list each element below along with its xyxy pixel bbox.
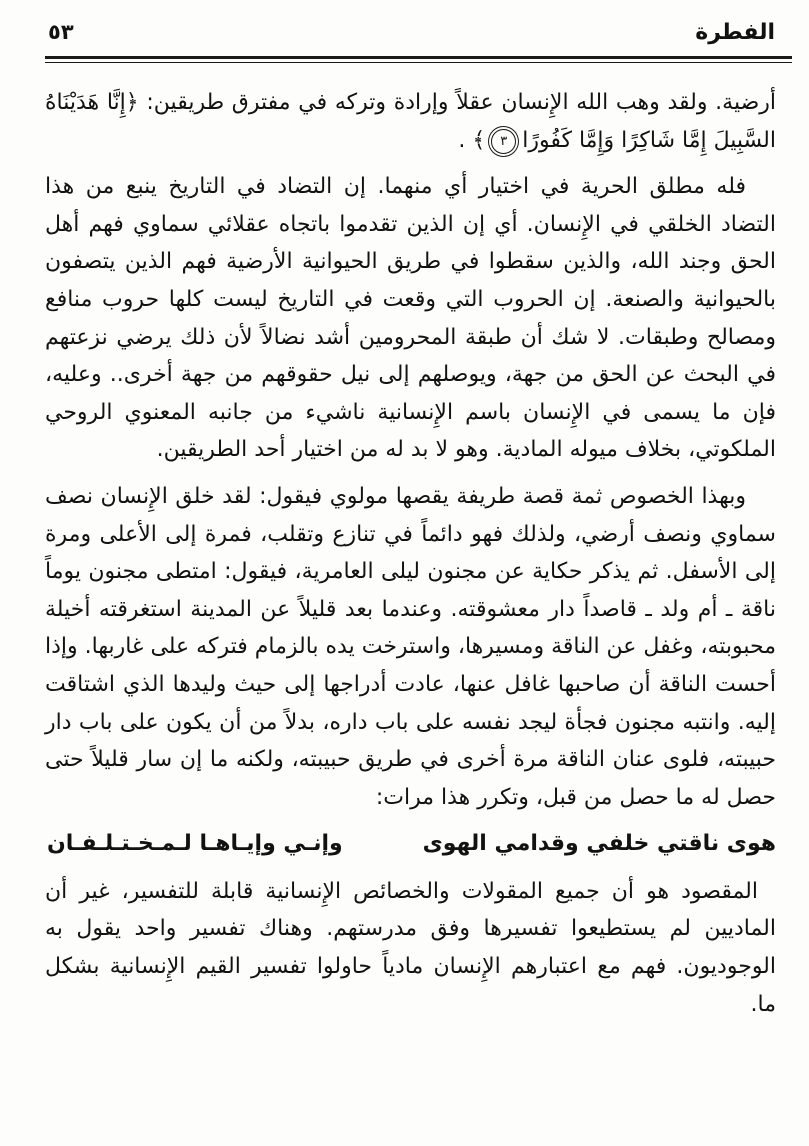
poetry-hemistich-second: وإنـي وإيـاهـا لـمـخـتـلـفـان [47,831,343,857]
poetry-verse-line [45,825,776,863]
header-divider-rule [45,56,792,63]
chapter-title: الفطرة [695,20,775,45]
paragraph-story: وبهذا الخصوص ثمة قصة طريفة يقصها مولوي فيقول: لقد خلق الإِنسان نصف سماوي ونصف أرضي، ولذلك فهو دائماً في تنازع وتقلب، فمرة إلى الأعلى ومرة إلى الأسفل. ثم يذكر حكاية عن مجنون ليلى العامرية، فيقول: امتطى مجنون يوماً ناقة ـ أم ولد ـ قاصداً دار معشوقته. وعندما بعد قليلاً عن المدينة استغرقته أخيلة محبوبته، وغفل عن الناقة ومسيرها، واسترخت يده بالزمام فتركه على غاربها. وإذا أحست الناقة أن صاحبها غافل عنها، عادت أدراجها إلى حيث وليدها الذي اشتاقت إليه. وانتبه مجنون فجأة ليجد نفسه على باب داره، بدلاً من أن يكون على باب دار حبيبته، فلوى عنان الناقة مرة أخرى في طريق حبيبته، ولكنه ما إن سار قليلاً حتى حصل له ما حصل من قبل، وتكرر هذا مرات: [45,483,776,810]
intro-lead-text: أرضية. ولقد وهب الله الإِنسان عقلاً وإرادة وتركه في مفترق طريقين: [138,90,776,115]
paragraph-freedom: فله مطلق الحرية في اختيار أي منهما. إن التضاد في التاريخ ينبع من هذا التضاد الخلقي في الإِنسان. أي إن الذين تقدموا باتجاه عقلائي سماوي فهم أهل الحق وجند الله، والذين سقطوا في طريق الحيوانية الأرضية فهم الذين يتصفون بالحيوانية والصنعة. إن الحروب التي وقعت في التاريخ ليست كلها حروب منافع ومصالح وطبقات. لا شك أن طبقة المحرومين أشد نضالاً لأن ذلك يرضي نزعتهم في البحث عن الحق من جهة، ويوصلهم إلى نيل حقوقهم من جهة أخرى.. وعليه، فإن ما يسمى في الإِنسان باسم الإِنسانية ناشيء من جانبه المعنوي الروحي الملكوتي، بخلاف ميوله المادية. وهو لا بد له من اختيار أحد الطريقين. [45,174,776,463]
paragraph-intro [45,84,776,159]
verse-open-bracket: ﴿ [125,90,139,115]
intro-tail-text: . [458,127,473,153]
page-number: ٥٣ [48,20,74,44]
verse-text: إِنَّا هَدَيْنَاهُ السَّبِيلَ إِمَّا شَاكِرًا وَإِمَّا كَفُورًا [45,90,776,153]
poetry-hemistich-first: هوى ناقتي خلفي وقدامي الهوى [422,831,776,857]
page-header [48,20,775,45]
verse-close-bracket: ﴾ [472,127,486,153]
page-body [45,84,776,1023]
ayah-number-ornament: ٣ [491,129,516,154]
paragraph-conclusion: المقصود هو أن جميع المقولات والخصائص الإِنسانية قابلة للتفسير، غير أن الماديين لم يستطيعوا تفسيرها وفق مدرستهم. وهناك تفسير واحد يقول به الوجوديون. فهم مع اعتبارهم الإِنسان مادياً حاولوا تفسير القيم الإِنسانية بشكل ما. [45,878,776,1017]
